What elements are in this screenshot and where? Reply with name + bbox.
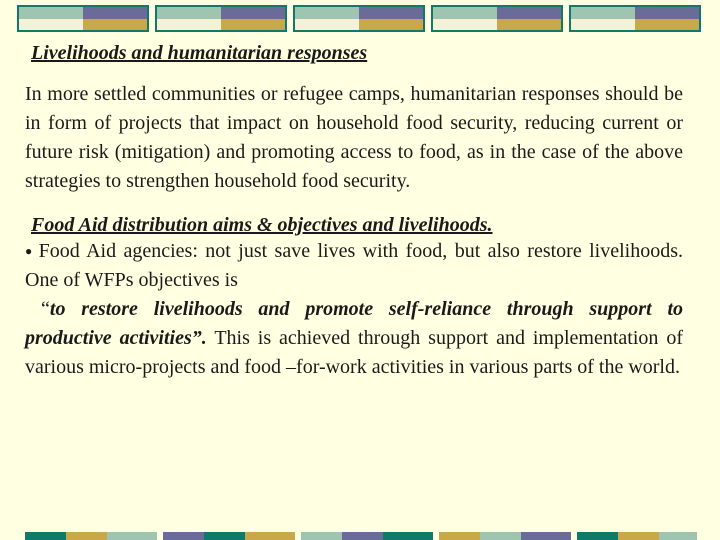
- bottom-decorative-band: [0, 532, 720, 540]
- quote-emphasis: to restore livelihoods and promote self-reliance through support to productive activities”.: [25, 298, 683, 349]
- band-block: [439, 532, 571, 540]
- top-decorative-band: [0, 5, 720, 35]
- band-block: [301, 532, 433, 540]
- section-heading-food-aid: Food Aid distribution aims & objectives and livelihoods.: [31, 214, 493, 236]
- band-block: [293, 5, 425, 35]
- band-block: [577, 532, 697, 540]
- band-block: [163, 532, 295, 540]
- quote-open-mark: “: [41, 298, 50, 320]
- section-heading-livelihoods: Livelihoods and humanitarian responses: [31, 42, 368, 64]
- band-block: [569, 5, 701, 35]
- paragraph-humanitarian-responses: In more settled communities or refugee camps, humanitarian responses should be in form of projects that impact on household food security, reducing current or future risk (mitigation) and promoting access to food, as in the case of the above strategies to strengthen household food security.: [25, 83, 683, 192]
- quote-rest: This is achieved through support and implementation of various micro-projects and food –for-work activities in various parts of the world.: [25, 327, 683, 378]
- band-block: [431, 5, 563, 35]
- quote-paragraph: [25, 295, 683, 382]
- slide-content: [25, 40, 683, 382]
- bullet-dot-icon: ●: [25, 244, 35, 258]
- band-block: [17, 5, 149, 35]
- band-block: [25, 532, 157, 540]
- band-block: [155, 5, 287, 35]
- bullet-item-food-aid-agencies: [25, 237, 683, 295]
- bullet-text: Food Aid agencies: not just save lives with food, but also restore livelihoods. One of WFPs objectives is: [25, 240, 683, 291]
